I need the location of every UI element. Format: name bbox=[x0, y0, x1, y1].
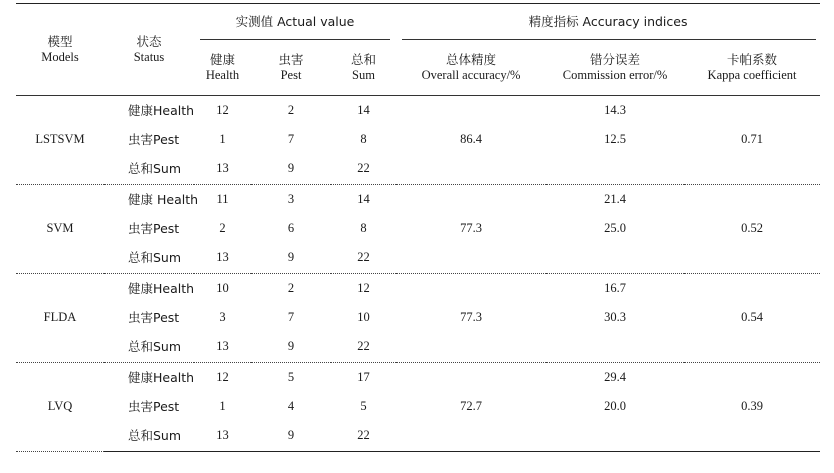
pest-header-zh: 虫害 bbox=[278, 51, 304, 67]
table-row bbox=[16, 96, 820, 126]
kappa-header-en: Kappa coefficient bbox=[707, 67, 797, 82]
sum-header-zh: 总和 bbox=[351, 51, 377, 67]
health-cell: 11 bbox=[216, 191, 229, 206]
overall-accuracy-header-en: Overall accuracy/% bbox=[421, 67, 521, 82]
commission-error-cell bbox=[546, 332, 684, 362]
pest-cell: 2 bbox=[287, 102, 295, 117]
group-lstsvm bbox=[16, 96, 820, 185]
table-row bbox=[16, 273, 820, 303]
health-header-zh: 健康 bbox=[209, 51, 235, 67]
pest-cell: 2 bbox=[287, 280, 295, 295]
sum-header-en: Sum bbox=[352, 67, 375, 82]
model-name: LSTSVM bbox=[16, 96, 104, 185]
pest-cell: 9 bbox=[251, 421, 331, 451]
accuracy-indices-rule bbox=[402, 39, 816, 40]
sum-cell: 12 bbox=[357, 280, 370, 295]
pest-cell: 3 bbox=[287, 191, 295, 206]
sum-cell: 14 bbox=[357, 102, 370, 117]
status-cell: 虫害Pest bbox=[128, 132, 180, 148]
health-cell: 13 bbox=[194, 421, 251, 451]
commission-error-header bbox=[546, 40, 684, 96]
pest-cell: 4 bbox=[287, 398, 295, 413]
health-header-en: Health bbox=[205, 67, 240, 82]
status-cell: 虫害Pest bbox=[128, 309, 180, 325]
status-header-zh: 状态 bbox=[136, 33, 162, 49]
commission-error-cell: 20.0 bbox=[604, 398, 626, 413]
commission-error-cell bbox=[546, 421, 684, 451]
actual-value-label: 实测值 Actual value bbox=[235, 14, 355, 30]
kappa-header bbox=[684, 40, 820, 96]
actual-value-header bbox=[194, 4, 396, 41]
accuracy-indices-label: 精度指标 Accuracy indices bbox=[528, 14, 688, 30]
health-cell: 13 bbox=[194, 332, 251, 362]
models-header-zh: 模型 bbox=[47, 33, 73, 49]
commission-error-header-zh: 错分误差 bbox=[590, 51, 641, 67]
pest-header bbox=[251, 40, 331, 96]
sum-cell: 8 bbox=[360, 132, 367, 147]
sum-cell: 22 bbox=[331, 243, 396, 273]
status-header bbox=[104, 4, 194, 96]
accuracy-indices-header bbox=[396, 4, 820, 41]
commission-error-cell bbox=[546, 155, 684, 185]
pest-cell: 7 bbox=[287, 309, 295, 324]
group-flda bbox=[16, 273, 820, 362]
status-cell: 总和Sum bbox=[104, 243, 194, 273]
sum-cell: 8 bbox=[360, 221, 367, 236]
commission-error-cell: 25.0 bbox=[604, 221, 626, 236]
kappa-cell: 0.71 bbox=[684, 96, 820, 185]
accuracy-table bbox=[16, 3, 820, 452]
health-cell: 1 bbox=[219, 398, 226, 413]
health-cell: 10 bbox=[216, 280, 229, 295]
health-cell: 3 bbox=[219, 309, 226, 324]
health-cell: 13 bbox=[194, 155, 251, 185]
pest-header-en: Pest bbox=[280, 67, 302, 82]
health-cell: 2 bbox=[219, 221, 226, 236]
overall-accuracy-cell: 77.3 bbox=[396, 273, 546, 362]
sum-cell: 22 bbox=[331, 421, 396, 451]
commission-error-header-en: Commission error/% bbox=[562, 67, 668, 82]
sum-header bbox=[331, 40, 396, 96]
kappa-cell: 0.54 bbox=[684, 273, 820, 362]
commission-error-cell: 29.4 bbox=[604, 369, 626, 384]
pest-cell: 9 bbox=[251, 332, 331, 362]
overall-accuracy-cell: 77.3 bbox=[396, 184, 546, 273]
overall-accuracy-cell: 72.7 bbox=[396, 362, 546, 451]
kappa-cell: 0.52 bbox=[684, 184, 820, 273]
status-cell: 总和Sum bbox=[104, 421, 194, 451]
actual-value-rule bbox=[200, 39, 390, 40]
health-cell: 1 bbox=[219, 132, 226, 147]
sum-cell: 14 bbox=[357, 191, 370, 206]
status-cell: 健康 Health bbox=[128, 191, 199, 207]
status-cell: 虫害Pest bbox=[128, 398, 180, 414]
pest-cell: 9 bbox=[251, 243, 331, 273]
model-name: LVQ bbox=[16, 362, 104, 451]
table-header bbox=[16, 4, 820, 96]
kappa-cell: 0.39 bbox=[684, 362, 820, 451]
health-cell: 13 bbox=[194, 243, 251, 273]
status-header-en: Status bbox=[133, 49, 165, 64]
commission-error-cell: 30.3 bbox=[604, 309, 626, 324]
overall-accuracy-header bbox=[396, 40, 546, 96]
group-lvq bbox=[16, 362, 820, 451]
model-name: SVM bbox=[16, 184, 104, 273]
sum-cell: 22 bbox=[331, 155, 396, 185]
sum-cell: 10 bbox=[357, 309, 370, 324]
sum-cell: 22 bbox=[331, 332, 396, 362]
model-name: FLDA bbox=[16, 273, 104, 362]
health-header bbox=[194, 40, 251, 96]
health-cell: 12 bbox=[216, 102, 229, 117]
pest-cell: 9 bbox=[251, 155, 331, 185]
pest-cell: 5 bbox=[287, 369, 295, 384]
kappa-header-zh: 卡帕系数 bbox=[727, 51, 778, 67]
pest-cell: 6 bbox=[287, 221, 295, 236]
overall-accuracy-header-zh: 总体精度 bbox=[446, 51, 497, 67]
pest-cell: 7 bbox=[287, 132, 295, 147]
sum-cell: 17 bbox=[357, 369, 370, 384]
models-header-en: Models bbox=[41, 49, 79, 64]
commission-error-cell bbox=[546, 243, 684, 273]
models-header bbox=[16, 4, 104, 96]
sum-cell: 5 bbox=[360, 398, 367, 413]
table-row bbox=[16, 362, 820, 392]
status-cell: 总和Sum bbox=[104, 155, 194, 185]
status-cell: 总和Sum bbox=[104, 332, 194, 362]
health-cell: 12 bbox=[216, 369, 229, 384]
commission-error-cell: 14.3 bbox=[604, 102, 626, 117]
group-svm bbox=[16, 184, 820, 273]
status-cell: 虫害Pest bbox=[128, 221, 180, 237]
overall-accuracy-cell: 86.4 bbox=[396, 96, 546, 185]
commission-error-cell: 21.4 bbox=[604, 191, 626, 206]
status-cell: 健康Health bbox=[128, 369, 195, 385]
commission-error-cell: 16.7 bbox=[604, 280, 626, 295]
table-row bbox=[16, 184, 820, 214]
status-cell: 健康Health bbox=[128, 280, 195, 296]
status-cell: 健康Health bbox=[128, 102, 195, 118]
commission-error-cell: 12.5 bbox=[604, 132, 626, 147]
